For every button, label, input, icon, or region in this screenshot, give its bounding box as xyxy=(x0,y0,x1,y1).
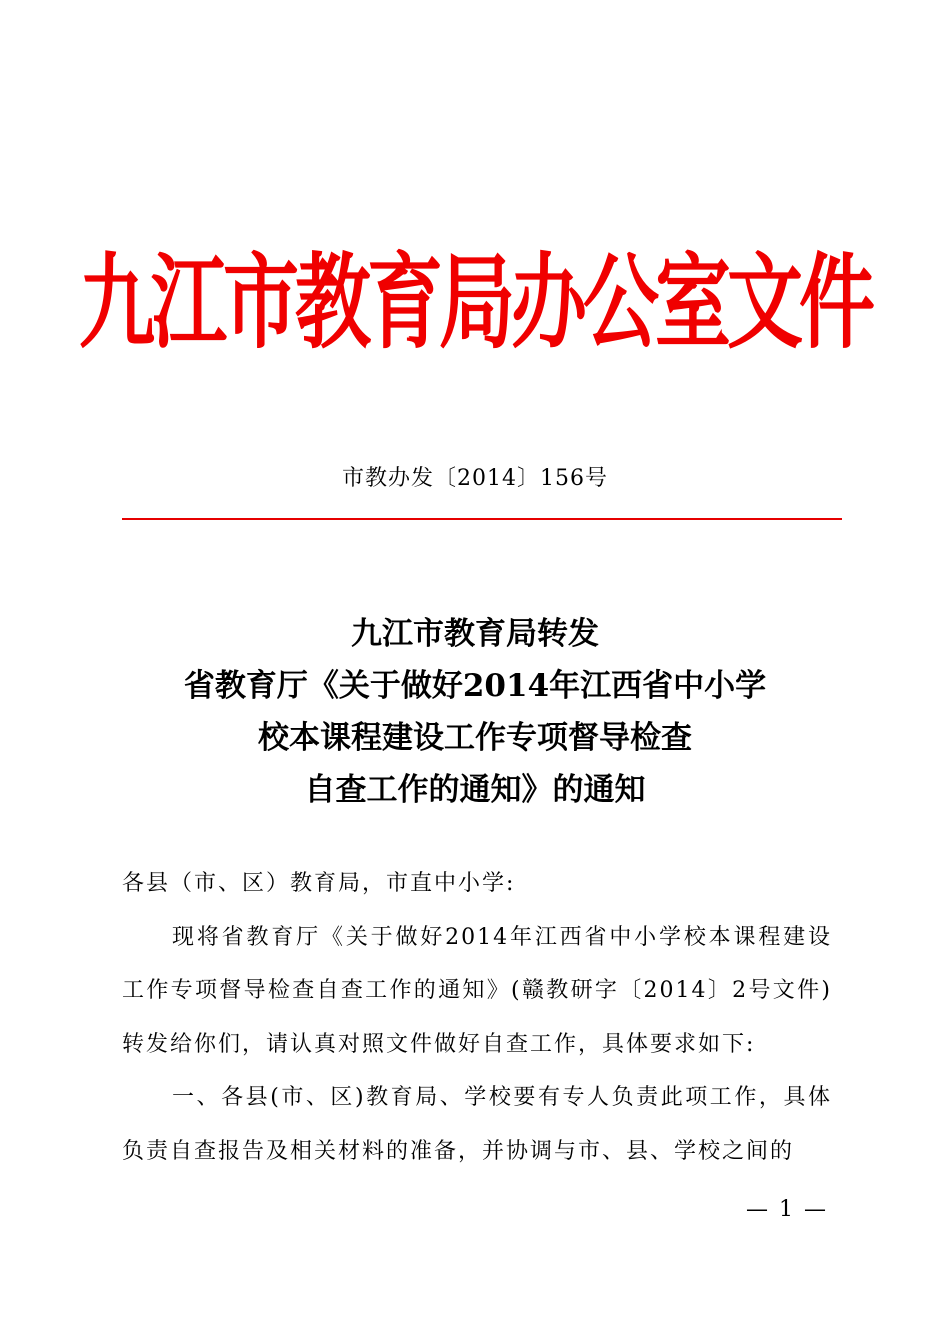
body-paragraph-2: 一、各县(市、区)教育局、学校要有专人负责此项工作，具体负责自查报告及相关材料的准备，并协调与市、县、学校之间的 xyxy=(122,1085,832,1164)
title-line-4: 自查工作的通知》的通知 xyxy=(304,772,646,808)
title-line-2: 省教育厅《关于做好2014年江西省中小学 xyxy=(183,668,767,704)
document-title xyxy=(0,608,950,816)
body-paragraph-1: 现将省教育厅《关于做好2014年江西省中小学校本课程建设工作专项督导检查自查工作的通知》(赣教研字〔2014〕2号文件)转发给你们，请认真对照文件做好自查工作，具体要求如下: xyxy=(122,924,832,1057)
red-divider-line xyxy=(122,518,842,520)
document-masthead: 九江市教育局办公室文件 xyxy=(79,242,871,363)
title-line-3: 校本课程建设工作专项督导检查 xyxy=(258,720,692,756)
page-number: — 1 — xyxy=(746,1197,828,1222)
salutation: 各县（市、区）教育局，市直中小学: xyxy=(122,871,516,896)
document-body xyxy=(122,857,832,1178)
title-line-1: 九江市教育局转发 xyxy=(351,616,599,652)
document-number: 市教办发〔2014〕156号 xyxy=(342,466,608,491)
